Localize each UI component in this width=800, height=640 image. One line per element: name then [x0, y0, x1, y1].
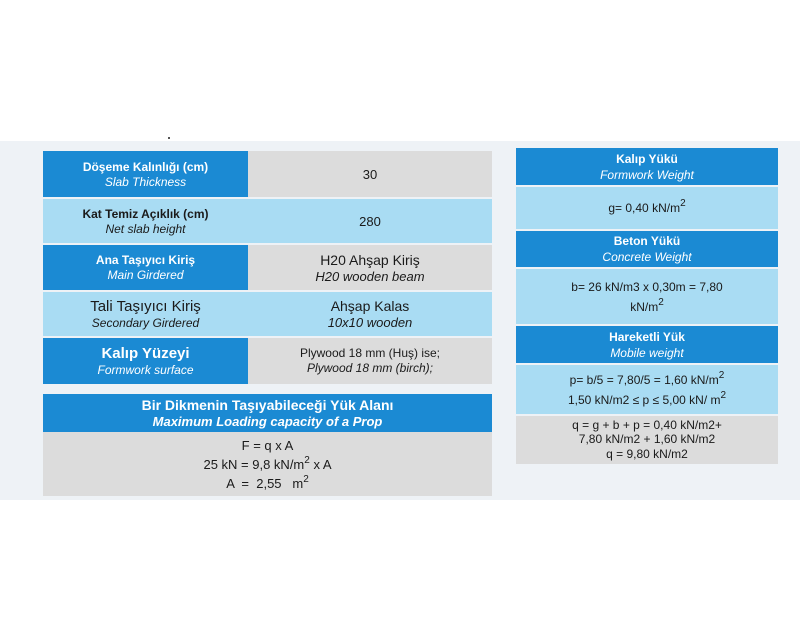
row-net-slab-height [43, 199, 492, 243]
row-slab-thickness [43, 151, 492, 197]
value-cell [248, 151, 492, 197]
value-cell [248, 338, 492, 384]
total-load-value: q = g + b + p = 0,40 kN/m2+ 7,80 kN/m2 + 1,60 kN/m2 q = 9,80 kN/m2 [516, 416, 778, 464]
label-tr: Tali Taşıyıcı Kiriş [90, 298, 201, 315]
value-tr: H20 Ahşap Kiriş [320, 251, 420, 268]
prop-title-en: Maximum Loading capacity of a Prop [152, 413, 383, 429]
header-en: Mobile weight [610, 345, 684, 360]
row-formwork-surface [43, 338, 492, 384]
value-en: 10x10 wooden [327, 315, 413, 330]
value-tr: Ahşap Kalas [330, 298, 410, 314]
header-tr: Beton Yükü [613, 234, 681, 248]
formula-line-3: A = 2,55 $m^2$ [226, 473, 309, 491]
value-cell [248, 245, 492, 290]
label-en: Main Girdered [107, 268, 184, 282]
value: 30 [362, 166, 378, 182]
formula-line-2: 25 kN = 9,8 $kN/m^2$ x A [203, 454, 332, 472]
prop-title-tr: Bir Dikmenin Taşıyabileceği Yük Alanı [141, 396, 394, 413]
mobile-weight-value: p= b/5 = 7,80/5 = 1,60 $kN/m^2$ 1,50 kN/m2 ≤ p ≤ 5,00 kN/ $m^2$ [516, 365, 778, 414]
header-tr: Hareketli Yük [609, 329, 685, 344]
concrete-weight-value: b= 26 kN/m3 x 0,30m = 7,80 $kN/m^2$ [516, 269, 778, 324]
label-en: Net slab height [105, 221, 186, 236]
prop-capacity-header [43, 394, 492, 432]
label-cell [43, 199, 248, 243]
label-cell [43, 245, 248, 290]
label-cell [43, 338, 248, 384]
prop-capacity-body [43, 432, 492, 496]
label-en: Secondary Girdered [91, 316, 200, 330]
formula-line-1: F = q x A [241, 437, 294, 453]
label-en: Formwork surface [97, 363, 194, 377]
label-en: Slab Thickness [104, 174, 187, 189]
label-tr: Döşeme Kalınlığı (cm) [82, 159, 209, 174]
formwork-weight-header [516, 148, 778, 185]
value: 280 [359, 213, 381, 229]
label-cell [43, 151, 248, 197]
header-tr: Kalıp Yükü [616, 151, 678, 166]
value-cell [248, 199, 492, 243]
label-tr: Kalıp Yüzeyi [101, 345, 190, 362]
value-en: Plywood 18 mm (birch); [306, 361, 434, 375]
mobile-weight-header [516, 326, 778, 363]
value-en: H20 wooden beam [315, 268, 425, 284]
header-en: Concrete Weight [602, 250, 692, 264]
concrete-weight-header [516, 231, 778, 267]
stray-dot [168, 137, 170, 139]
row-secondary-girder [43, 292, 492, 336]
label-tr: Kat Temiz Açıklık (cm) [82, 206, 209, 221]
label-tr: Ana Taşıyıcı Kiriş [95, 253, 196, 267]
row-main-girder [43, 245, 492, 290]
label-cell [43, 292, 248, 336]
value-cell [248, 292, 492, 336]
value-tr: Plywood 18 mm (Huş) ise; [299, 346, 441, 360]
header-en: Formwork Weight [600, 167, 694, 182]
formwork-weight-value: g= 0,40 $kN/m^2$ [516, 187, 778, 229]
